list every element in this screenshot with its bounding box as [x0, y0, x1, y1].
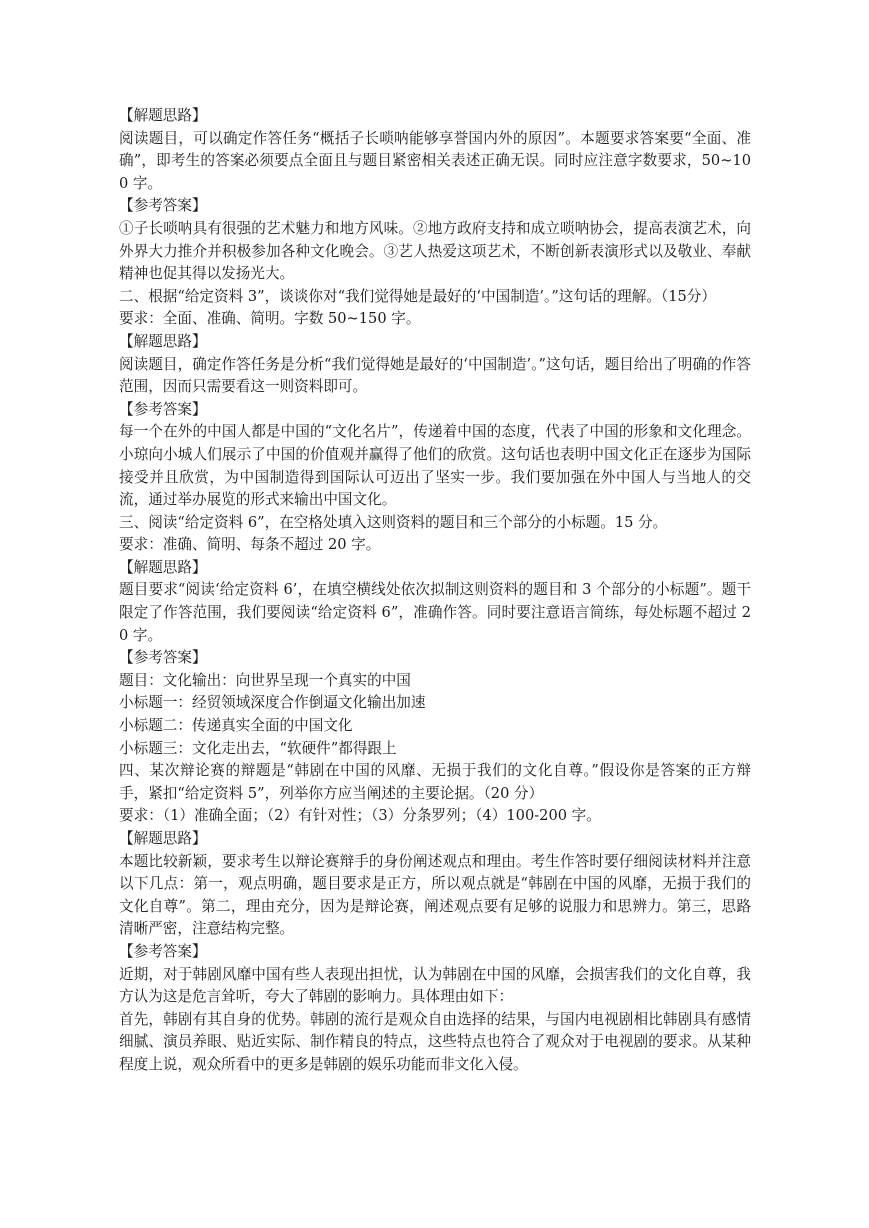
- paragraph: 本题比较新颖，要求考生以辩论赛辩手的身份阐述观点和理由。考生作答时要仔细阅读材料并注意以下几点：第一，观点明确，题目要求是正方，所以观点就是“韩剧在中国的风靡，无损于我们的文化自尊”。第二，理由充分，因为是辩论赛，阐述观点要有足够的说服力和思辨力。第三，思路清晰严密，注意结构完整。: [119, 852, 751, 938]
- section-heading-answer: 【参考答案】: [119, 942, 207, 960]
- answer-subtitle-line: 小标题二：传递真实全面的中国文化: [119, 717, 353, 735]
- answer-subtitle-line: 小标题一：经贸领域深度合作倒逼文化输出加速: [119, 694, 426, 712]
- question-heading: 二、根据“给定资料 3”，谈谈你对“我们觉得她是最好的‘中国制造’。”这句话的理解。（15分）: [119, 287, 716, 305]
- question-heading: 三、阅读“给定资料 6”，在空格处填入这则资料的题目和三个部分的小标题。15 分。: [119, 513, 668, 531]
- requirements-line: 要求：准确、简明、每条不超过 20 字。: [119, 536, 381, 554]
- answer-title-line: 题目：文化输出：向世界呈现一个真实的中国: [119, 671, 411, 689]
- document-page: [119, 105, 751, 1077]
- section-heading-approach: 【解题思路】: [119, 830, 207, 847]
- section-heading-approach: 【解题思路】: [119, 332, 207, 350]
- answer-subtitle-line: 小标题三：文化走出去，“软硬件”都得跟上: [119, 739, 397, 757]
- requirements-line: 要求：全面、准确、简明。字数 50~150 字。: [119, 310, 421, 328]
- paragraph: 阅读题目，确定作答任务是分析“我们觉得她是最好的‘中国制造’。”这句话，题目给出了明确的作答范围，因而只需要看这一则资料即可。: [119, 355, 751, 396]
- paragraph: 题目要求“阅读‘给定资料 6’，在填空横线处依次拟制这则资料的题目和 3 个部分的小标题”。题干限定了作答范围，我们要阅读“给定资料 6”，准确作答。同时要注意语言简练，每处标题不超过 20 字。: [119, 581, 751, 644]
- section-heading-answer: 【参考答案】: [119, 400, 207, 418]
- requirements-line: 要求：（1）准确全面；（2）有针对性；（3）分条罗列；（4）100-200 字。: [119, 807, 601, 825]
- paragraph: 阅读题目，可以确定作答任务“概括子长唢呐能够享誉国内外的原因”。本题要求答案要“全面、准确”，即考生的答案必须要点全面且与题目紧密相关表述正确无误。同时应注意字数要求，50~100 字。: [119, 129, 751, 192]
- section-heading-answer: 【参考答案】: [119, 197, 207, 215]
- section-heading-answer: 【参考答案】: [119, 649, 207, 667]
- paragraph: ①子长唢呐具有很强的艺术魅力和地方风味。②地方政府支持和成立唢呐协会，提高表演艺术，向外界大力推介并积极参加各种文化晚会。③艺人热爱这项艺术，不断创新表演形式以及敬业、奉献精神也促其得以发扬光大。: [119, 219, 751, 283]
- paragraph: 每一个在外的中国人都是中国的“文化名片”，传递着中国的态度，代表了中国的形象和文化理念。小琼向小城人们展示了中国的价值观并赢得了他们的欣赏。这句话也表明中国文化正在逐步为国际接受并且欣赏，为中国制造得到国际认可迈出了坚实一步。我们要加强在外中国人与当地人的交流，通过举办展览的形式来输出中国文化。: [119, 423, 751, 509]
- question-heading: 四、某次辩论赛的辩题是“韩剧在中国的风靡、无损于我们的文化自尊。”假设你是答案的正方辩手，紧扣“给定资料 5”，列举你方应当阐述的主要论据。（20 分）: [119, 762, 751, 802]
- section-heading-approach: 【解题思路】: [119, 558, 207, 576]
- paragraph: 首先，韩剧有其自身的优势。韩剧的流行是观众自由选择的结果，与国内电视剧相比韩剧具有感情细腻、演员养眼、贴近实际、制作精良的特点，这些特点也符合了观众对于电视剧的要求。从某种程度上说，观众所看中的更多是韩剧的娱乐功能而非文化入侵。: [119, 1010, 751, 1073]
- paragraph: 近期，对于韩剧风靡中国有些人表现出担忧，认为韩剧在中国的风靡，会损害我们的文化自尊，我方认为这是危言耸听，夸大了韩剧的影响力。具体理由如下：: [119, 965, 751, 1006]
- section-heading-approach: 【解题思路】: [119, 107, 207, 124]
